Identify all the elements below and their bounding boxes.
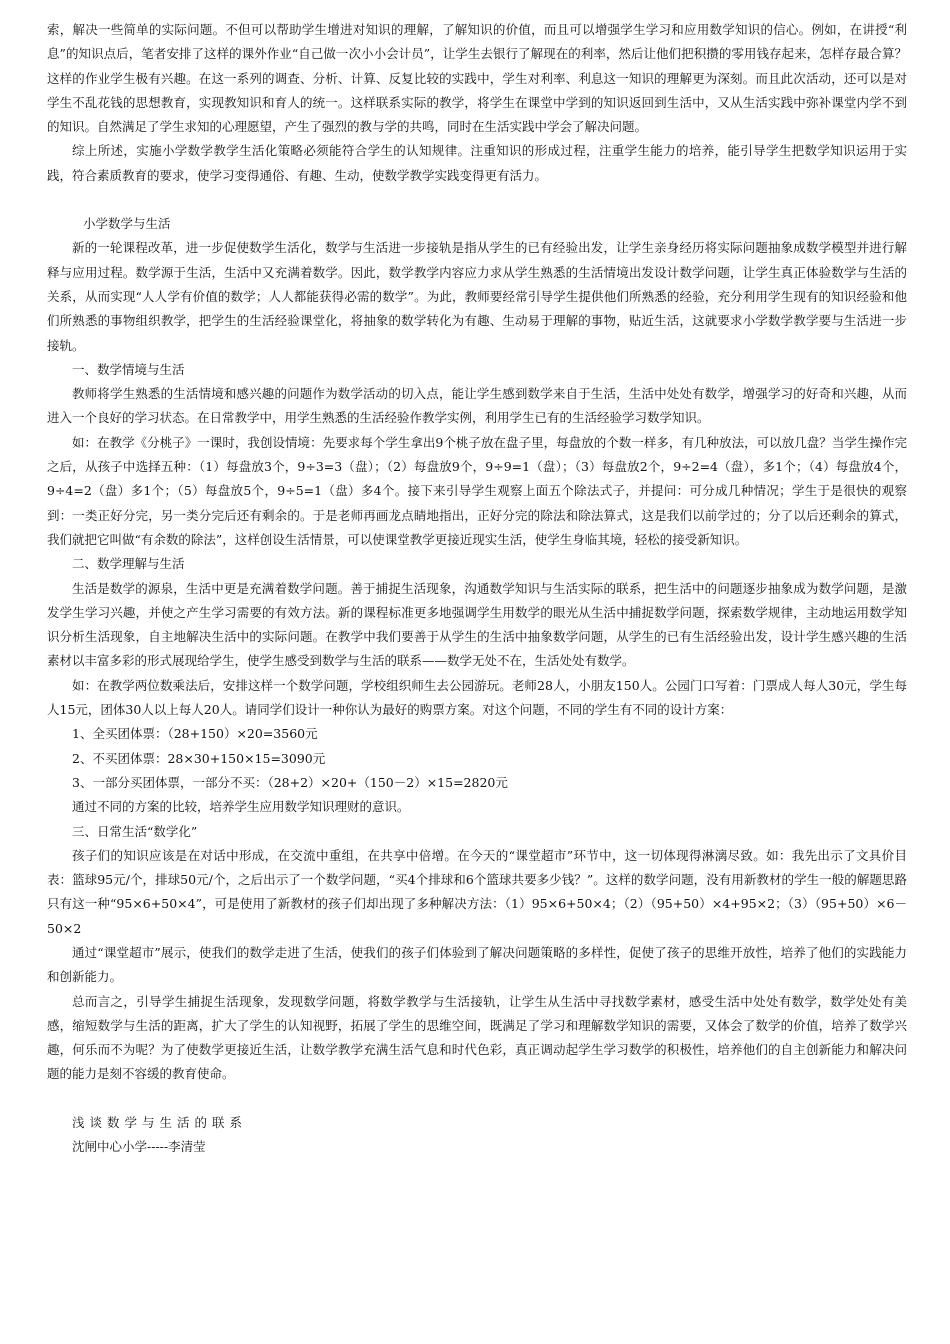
section-heading-2: 二、数学理解与生活 — [72, 556, 185, 572]
section-gap — [47, 1087, 907, 1111]
paragraph-comparison: 通过不同的方案的比较，培养学生应用数学知识理财的意识。 — [72, 799, 410, 815]
paragraph-understanding: 生活是数学的源泉，生活中更是充满着数学问题。善于捕捉生活现象，沟通数学知识与生活实际的联系，把生活中的问题逐步抽象成为数学问题，是激发学生学习兴趣，并使之产生学习需要的有效方法。新的课程标准更多地强调学生用数学的眼光从生活中捕捉数学问题，探索数学规律，主动地运用数学知识分析生活现象，自主地解决生活中的实际问题。在教学中我们要善于从学生的生活中抽象数学问题，从学生的已有生活经验出发，设计学生感兴趣的生活素材以丰富多彩的形式展现给学生，使学生感受到数学与生活的联系——数学无处不在，生活处处有数学。 — [47, 580, 907, 669]
paragraph-peach-example: 如：在教学《分桃子》一课时，我创设情境：先要求每个学生拿出9个桃子放在盘子里，每盘放的个数一样多，有几种放法，可以放几盘？当学生操作完之后，从孩子中选择五种：（1）每盘放3个，9÷3=3（盘）；（2）每盘放9个，9÷9=1（盘）；（3）每盘放2个，9÷2=4（盘），多1个；（4）每盘放4个，9÷4=2（盘）多1个；（5）每盘放5个，9÷5=1（盘）多4个。接下来引导学生观察上面五个除法式子，并提问：可分成几种情况；学生于是很快的观察到：一类正好分完，另一类分完后还有剩余的。于是老师再画龙点睛地指出，正好分完的除法和除法算式，这是我们以前学过的；分了以后还剩余的算式，我们就把它叫做“有余数的除法”，这样创设生活情景，可以使课堂教学更接近现实生活，使学生身临其境，轻松的接受新知识。 — [47, 434, 907, 547]
paragraph-conclusion: 总而言之，引导学生捕捉生活现象，发现数学问题，将数学教学与生活接轨，让学生从生活中寻找数学素材，感受生活中处处有数学，数学处处有美感，缩短数学与生活的距离，扩大了学生的认知视野，拓展了学生的思维空间，既满足了学习和理解数学知识的需要，又体会了数学的价值，培养了数学兴趣，何乐而不为呢？为了使数学更接近生活，让数学教学充满生活气息和时代色彩，真正调动起学生学习数学的积极性，培养他们的自主创新能力和解决问题的能力是刻不容缓的教育使命。 — [47, 993, 907, 1082]
paragraph-situation: 教师将学生熟悉的生活情境和感兴趣的问题作为数学活动的切入点，能让学生感到数学来自于生活，生活中处处有数学，增强学习的好奇和兴趣，从而进入一个良好的学习状态。在日常教学中，用学生熟悉的生活经验作教学实例，利用学生已有的生活经验学习数学知识。 — [47, 386, 907, 426]
list-item-plan-3: 3、一部分买团体票，一部分不买：（28+2）×20+（150－2）×15=2820元 — [72, 774, 508, 790]
paragraph-summary: 综上所述，实施小学数学教学生活化策略必须能符合学生的认知规律。注重知识的形成过程，注重学生能力的培养，能引导学生把数学知识运用于实践，符合素质教育的要求，使学习变得通俗、有趣、生动，使数学教学实践变得更有活力。 — [47, 143, 907, 183]
document-body — [47, 18, 907, 1159]
section-gap — [47, 188, 907, 212]
second-article-title: 浅谈数学与生活的联系 — [72, 1114, 248, 1130]
list-item-plan-2: 2、不买团体票：28×30+150×15=3090元 — [72, 750, 326, 766]
paragraph-market-result: 通过“课堂超市”展示，使我们的数学走进了生活，使我们的孩子们体验到了解决问题策略的多样性，促使了孩子的思维开放性，培养了他们的实践能力和创新能力。 — [47, 944, 907, 985]
article-title: 小学数学与生活 — [83, 216, 171, 232]
paragraph-ticket-example: 如：在教学两位数乘法后，安排这样一个数学问题，学校组织师生去公园游玩。老师28人，小朋友150人。公园门口写着：门票成人每人30元，学生每人15元，团体30人以上每人20人。请同学们设计一种你认为最好的购票方案。对这个问题，不同的学生有不同的设计方案： — [47, 677, 907, 718]
author-line: 沈闸中心小学-----李清莹 — [72, 1139, 206, 1155]
paragraph-classroom-market: 孩子们的知识应该是在对话中形成，在交流中重组，在共享中倍增。在今天的“课堂超市”环节中，这一切体现得淋漓尽致。如：我先出示了文具价目表：篮球95元/个，排球50元/个，之后出示了一个数学问题，“买4个排球和6个篮球共要多少钱？”。这样的数学问题，没有用新教材的学生一般的解题思路只有这一种“95×6+50×4”，可是使用了新教材的孩子们却出现了多种解决方法：（1）95×6+50×4；（2）（95+50）×4+95×2；（3）（95+50）×6－50×2 — [47, 847, 907, 936]
list-item-plan-1: 1、全买团体票：（28+150）×20=3560元 — [72, 726, 318, 742]
section-heading-3: 三、日常生活“数学化” — [72, 823, 198, 839]
paragraph-interest-homework: 索，解决一些简单的实际问题。不但可以帮助学生增进对知识的理解，了解知识的价值，而且可以增强学生学习和应用数学知识的信心。例如，在讲授“利息”的知识点后，笔者安排了这样的课外作业“自己做一次小小会计员”，让学生去银行了解现在的利率，然后让他们把积攒的零用钱存起来，怎样存最合算？这样的作业学生极有兴趣。在这一系列的调查、分析、计算、反复比较的实践中，学生对利率、利息这一知识的理解更为深刻。而且此次活动，还可以是对学生不乱花钱的思想教育，实现教知识和育人的统一。这样联系实际的教学，将学生在课堂中学到的知识返回到生活中，又从生活实践中弥补课堂内学不到的知识。自然满足了学生求知的心理愿望，产生了强烈的教与学的共鸣，同时在生活实践中学会了解决问题。 — [47, 22, 907, 135]
section-heading-1: 一、数学情境与生活 — [72, 361, 185, 377]
paragraph-intro: 新的一轮课程改革，进一步促使数学生活化，数学与生活进一步接轨是指从学生的已有经验出发，让学生亲身经历将实际问题抽象成数学模型并进行解释与应用过程。数学源于生活，生活中又充满着数学。因此，数学教学内容应力求从学生熟悉的生活情境出发设计数学问题，让学生真正体验数学与生活的关系，从而实现“人人学有价值的数学；人人都能获得必需的数学”。为此，教师要经常引导学生提供他们所熟悉的经验，充分利用学生现有的知识经验和他们所熟悉的事物组织教学，把学生的生活经验课堂化，将抽象的数学转化为有趣、生动易于理解的事物，贴近生活，这就要求小学数学教学要与生活进一步接轨。 — [47, 240, 907, 353]
